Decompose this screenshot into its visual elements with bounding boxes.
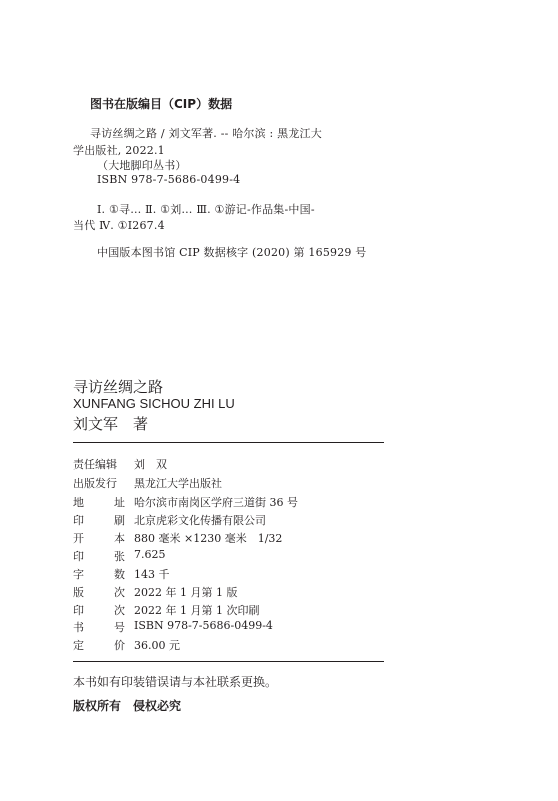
divider-bottom [73, 661, 384, 662]
meta-value: 143 千 [134, 568, 170, 581]
meta-key: 书 号 [73, 621, 125, 634]
meta-key: 地 址 [73, 496, 125, 509]
cip-heading: 图书在版编目（CIP）数据 [90, 97, 233, 111]
meta-key: 责任编辑 [73, 458, 117, 471]
meta-key: 开 本 [73, 532, 125, 545]
cip-line-2: 学出版社, 2022.1 [73, 144, 165, 157]
meta-value: 880 毫米 ×1230 毫米 1/32 [134, 532, 283, 545]
meta-value: 2022 年 1 月第 1 次印刷 [134, 604, 260, 617]
meta-value: 7.625 [134, 548, 166, 561]
cip-record-number: 中国版本图书馆 CIP 数据核字 (2020) 第 165929 号 [97, 246, 367, 259]
meta-key: 版 次 [73, 586, 125, 599]
meta-value: 北京虎彩文化传播有限公司 [134, 514, 266, 527]
meta-value: 2022 年 1 月第 1 版 [134, 586, 238, 599]
cip-line-1: 寻访丝绸之路 / 刘文军著. -- 哈尔滨 : 黑龙江大 [90, 127, 322, 140]
copyright-notice: 版权所有 侵权必究 [73, 699, 182, 713]
book-title-pinyin: XUNFANG SICHOU ZHI LU [73, 396, 235, 411]
meta-key: 印 次 [73, 604, 125, 617]
meta-key: 出版发行 [73, 477, 117, 490]
meta-value: 哈尔滨市南岗区学府三道街 36 号 [134, 496, 298, 509]
book-author: 刘文军 著 [73, 415, 149, 433]
meta-value: ISBN 978-7-5686-0499-4 [134, 619, 273, 632]
meta-value: 黑龙江大学出版社 [134, 477, 222, 490]
meta-key: 定 价 [73, 639, 125, 652]
meta-key: 字 数 [73, 568, 125, 581]
meta-key: 印 刷 [73, 514, 125, 527]
divider-top [73, 442, 384, 443]
meta-key: 印 张 [73, 550, 125, 563]
cip-classification-1: Ⅰ. ①寻… Ⅱ. ①刘… Ⅲ. ①游记-作品集-中国- [97, 203, 315, 216]
cip-classification-2: 当代 Ⅳ. ①I267.4 [73, 219, 165, 232]
cip-isbn: ISBN 978-7-5686-0499-4 [97, 173, 241, 186]
replacement-notice: 本书如有印装错误请与本社联系更换。 [73, 675, 278, 689]
meta-value: 刘 双 [134, 458, 167, 471]
meta-value: 36.00 元 [134, 639, 180, 652]
cip-series: （大地脚印丛书） [97, 159, 187, 172]
book-title: 寻访丝绸之路 [73, 378, 164, 396]
